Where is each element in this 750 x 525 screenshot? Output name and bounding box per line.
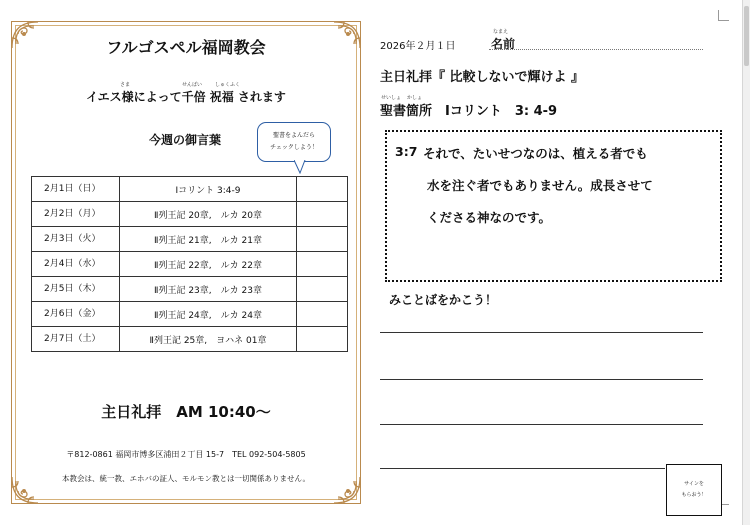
motto-ruby: しゅくふく <box>215 82 241 88</box>
church-name: フルゴスペル福岡教会 <box>106 38 266 57</box>
church-motto: イエス様によって千倍 祝福 されます <box>86 90 286 104</box>
table-row <box>32 202 348 227</box>
table-row <box>32 227 348 252</box>
schedule-reading: Ⅱ列王記 24章, ルカ 24章 <box>120 302 297 327</box>
check-cell[interactable] <box>297 202 348 227</box>
schedule-reading: Ⅱ列王記 20章, ルカ 20章 <box>120 202 297 227</box>
scrollbar-thumb[interactable] <box>744 6 749 66</box>
schedule-reading: Ⅱ列王記 21章, ルカ 21章 <box>120 227 297 252</box>
service-time: 主日礼拝 AM 10:40～ <box>101 403 271 421</box>
check-cell[interactable] <box>297 252 348 277</box>
speech-bubble <box>257 122 331 162</box>
verse-box <box>385 130 722 282</box>
writing-line[interactable] <box>380 332 703 333</box>
signature-box[interactable] <box>666 464 722 516</box>
table-row <box>32 177 348 202</box>
writing-line[interactable] <box>380 468 665 469</box>
check-cell[interactable] <box>297 277 348 302</box>
check-cell[interactable] <box>297 177 348 202</box>
passage-ruby: かしょ <box>407 95 423 101</box>
motto-ruby: さま <box>120 82 131 88</box>
church-bulletin <box>11 21 361 504</box>
writing-line[interactable] <box>380 424 703 425</box>
weekly-verse-title: 今週の御言葉 <box>149 133 222 147</box>
schedule-date: 2月4日（水） <box>32 252 120 277</box>
schedule-date: 2月2日（月） <box>32 202 120 227</box>
check-cell[interactable] <box>297 227 348 252</box>
crop-mark <box>718 20 729 21</box>
sign-label: もらおう！ <box>681 492 707 498</box>
sign-label: サインを <box>684 481 704 487</box>
verse-line: くださる神なのです。 <box>427 210 552 225</box>
bubble-line: チェックしよう！ <box>270 144 318 151</box>
disclaimer-notice: 本教会は、統一教、エホバの証人、モルモン教とは一切関係ありません。 <box>62 474 310 483</box>
reading-schedule-table <box>31 176 348 352</box>
table-row <box>32 252 348 277</box>
verse-line: それで、たいせつなのは、植える者でも <box>423 146 648 161</box>
sermon-title: 主日礼拝『 比較しないで輝けよ 』 <box>380 70 585 85</box>
writing-line[interactable] <box>380 379 703 380</box>
church-address: 〒812-0861 福岡市博多区浦田２丁目 15-7 TEL 092-504-5805 <box>66 450 306 459</box>
table-row <box>32 327 348 352</box>
schedule-reading: Ⅱ列王記 23章, ルカ 23章 <box>120 277 297 302</box>
schedule-date: 2月3日（火） <box>32 227 120 252</box>
check-cell[interactable] <box>297 327 348 352</box>
bubble-tail-icon <box>294 160 306 174</box>
name-field[interactable] <box>489 49 703 50</box>
verse-line: 水を注ぐ者でもありません。成長させて <box>427 178 653 193</box>
bubble-line: 聖書をよんだら <box>272 132 315 139</box>
schedule-reading: Ⅱ列王記 25章, ヨハネ 01章 <box>120 327 297 352</box>
table-row <box>32 302 348 327</box>
name-ruby: なまえ <box>493 29 509 35</box>
bible-passage: 聖書箇所 Ⅰコリント 3: 4-9 <box>380 104 558 119</box>
schedule-date: 2月5日（木） <box>32 277 120 302</box>
schedule-reading: Ⅱ列王記 22章, ルカ 22章 <box>120 252 297 277</box>
schedule-date: 2月6日（金） <box>32 302 120 327</box>
passage-ruby: せいしょ <box>381 95 402 101</box>
worksheet-date: 2026年２月１日 <box>380 41 456 52</box>
schedule-reading: Ⅰコリント 3:4-9 <box>120 177 297 202</box>
memorize-prompt: みことばをかこう！ <box>389 293 498 307</box>
table-row <box>32 277 348 302</box>
motto-ruby: せんばい <box>182 82 203 88</box>
schedule-date: 2月7日（土） <box>32 327 120 352</box>
name-label: 名前 <box>491 37 516 51</box>
check-cell[interactable] <box>297 302 348 327</box>
vertical-scrollbar[interactable] <box>742 0 750 525</box>
verse-number: 3:7 <box>395 144 418 159</box>
schedule-date: 2月1日（日） <box>32 177 120 202</box>
